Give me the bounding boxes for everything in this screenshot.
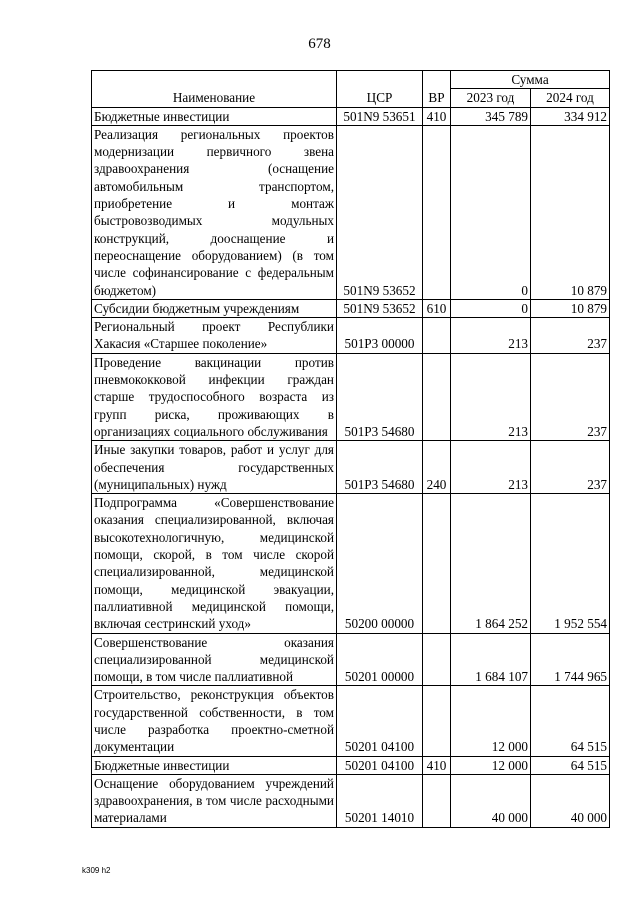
row-name: Совершенствование оказания специализированной медицинской помощи, в том числе паллиативной — [92, 633, 337, 686]
row-csr: 50200 00000 — [337, 494, 423, 633]
table-row — [92, 774, 610, 827]
row-sum-2024: 237 — [531, 353, 610, 440]
header-year-2024: 2024 год — [531, 89, 610, 107]
row-name: Бюджетные инвестиции — [92, 756, 337, 774]
row-vr — [423, 686, 451, 756]
row-vr — [423, 633, 451, 686]
row-sum-2024: 1 744 965 — [531, 633, 610, 686]
header-row — [92, 71, 610, 89]
row-sum-2024: 40 000 — [531, 774, 610, 827]
row-name: Бюджетные инвестиции — [92, 107, 337, 125]
row-sum-2023: 0 — [451, 125, 531, 299]
row-sum-2024: 64 515 — [531, 686, 610, 756]
row-name: Оснащение оборудованием учреждений здравоохранения, в том числе расходными материалами — [92, 774, 337, 827]
row-csr: 501N9 53652 — [337, 125, 423, 299]
row-sum-2024: 334 912 — [531, 107, 610, 125]
header-year-2023: 2023 год — [451, 89, 531, 107]
row-sum-2024: 10 879 — [531, 299, 610, 317]
row-name: Региональный проект Республики Хакасия «Старшее поколение» — [92, 318, 337, 354]
row-sum-2023: 12 000 — [451, 756, 531, 774]
row-name: Проведение вакцинации против пневмококковой инфекции граждан старше трудоспособного возраста из групп риска, проживающих в организациях социального обслуживания — [92, 353, 337, 440]
table-row — [92, 353, 610, 440]
row-sum-2024: 64 515 — [531, 756, 610, 774]
row-sum-2023: 12 000 — [451, 686, 531, 756]
row-csr: 50201 04100 — [337, 686, 423, 756]
row-sum-2024: 237 — [531, 318, 610, 354]
table-row — [92, 318, 610, 354]
table-row — [92, 125, 610, 299]
table-row — [92, 299, 610, 317]
row-csr: 501N9 53652 — [337, 299, 423, 317]
row-sum-2023: 1 684 107 — [451, 633, 531, 686]
row-sum-2023: 213 — [451, 353, 531, 440]
row-sum-2024: 10 879 — [531, 125, 610, 299]
row-vr — [423, 494, 451, 633]
row-name: Строительство, реконструкция объектов государственной собственности, в том числе разработка проектно-сметной документации — [92, 686, 337, 756]
table-row — [92, 633, 610, 686]
row-sum-2023: 345 789 — [451, 107, 531, 125]
header-sum: Сумма — [451, 71, 610, 89]
header-name: Наименование — [92, 71, 337, 108]
row-vr: 610 — [423, 299, 451, 317]
row-vr — [423, 318, 451, 354]
header-csr: ЦСР — [337, 71, 423, 108]
row-csr: 501P3 00000 — [337, 318, 423, 354]
row-vr — [423, 353, 451, 440]
row-csr: 501P3 54680 — [337, 353, 423, 440]
row-sum-2024: 237 — [531, 441, 610, 494]
row-name: Иные закупки товаров, работ и услуг для обеспечения государственных (муниципальных) нужд — [92, 441, 337, 494]
row-csr: 50201 00000 — [337, 633, 423, 686]
row-name: Субсидии бюджетным учреждениям — [92, 299, 337, 317]
table-row — [92, 756, 610, 774]
header-vr: ВР — [423, 71, 451, 108]
table-row — [92, 686, 610, 756]
row-csr: 501P3 54680 — [337, 441, 423, 494]
table-row — [92, 494, 610, 633]
table-row — [92, 107, 610, 125]
row-csr: 501N9 53651 — [337, 107, 423, 125]
table-row — [92, 441, 610, 494]
row-vr — [423, 125, 451, 299]
row-sum-2024: 1 952 554 — [531, 494, 610, 633]
row-sum-2023: 213 — [451, 441, 531, 494]
row-name: Реализация региональных проектов модернизации первичного звена здравоохранения (оснащение автомобильным транспортом, приобретение и монтаж быстровозводимых модульных конструкций, дооснащение и переоснащение оборудованием) (в том числе софинансирование с федеральным бюджетом) — [92, 125, 337, 299]
row-sum-2023: 213 — [451, 318, 531, 354]
row-csr: 50201 14010 — [337, 774, 423, 827]
row-sum-2023: 40 000 — [451, 774, 531, 827]
row-csr: 50201 04100 — [337, 756, 423, 774]
row-sum-2023: 0 — [451, 299, 531, 317]
row-sum-2023: 1 864 252 — [451, 494, 531, 633]
footer-code: k309 h2 — [82, 866, 111, 875]
row-name: Подпрограмма «Совершенствование оказания специализированной, включая высокотехнологичную, медицинской помощи, скорой, в том числе скорой специализированной, медицинской помощи, медицинской эвакуации, паллиативной медицинской помощи, включая сестринский уход» — [92, 494, 337, 633]
row-vr — [423, 774, 451, 827]
budget-table — [91, 70, 610, 828]
row-vr: 410 — [423, 756, 451, 774]
page-number: 678 — [308, 36, 331, 52]
row-vr: 410 — [423, 107, 451, 125]
row-vr: 240 — [423, 441, 451, 494]
